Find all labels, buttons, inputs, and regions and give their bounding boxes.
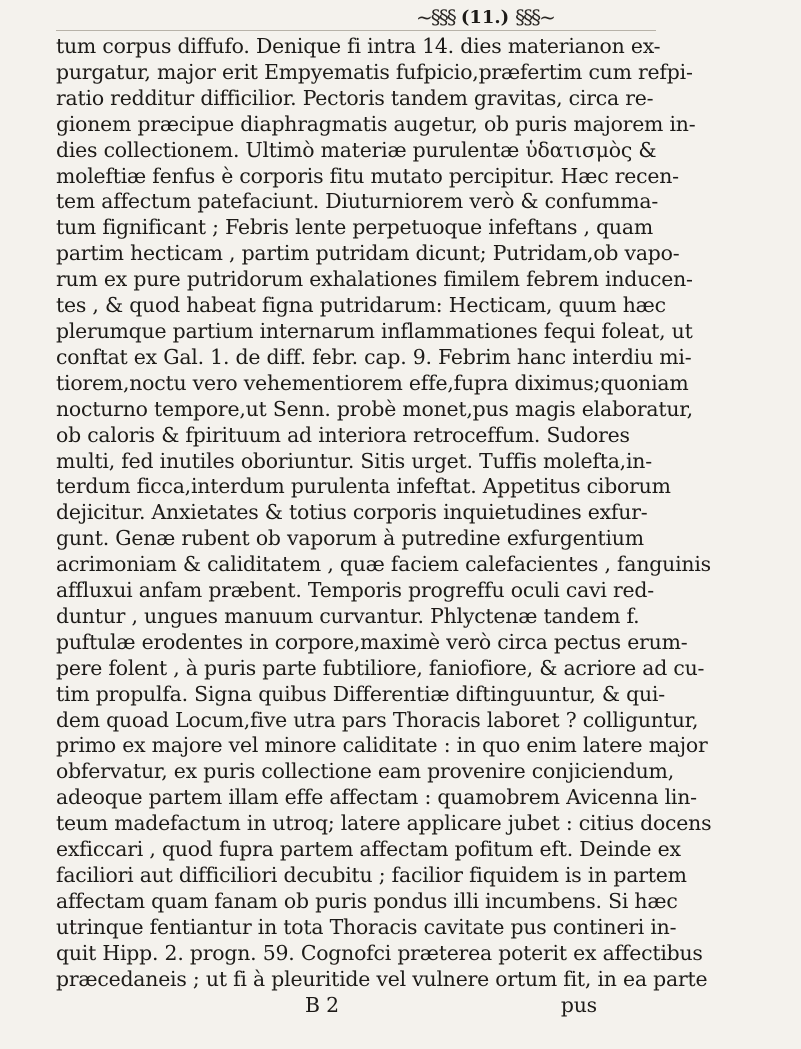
text-line: teum madefactum in utroq; latere applicare jubet : citius docens (56, 811, 712, 836)
page-footer (56, 993, 776, 1019)
text-line: dies collectionem. Ultimò materiæ purulentæ ὑδατισμὸς & (56, 137, 657, 162)
left-ornament: ~§§§ (416, 5, 455, 29)
text-line: primo ex majore vel minore caliditate : in quo enim latere major (56, 733, 708, 758)
text-line: affluxui anfam præbent. Temporis progreffu oculi cavi red- (56, 578, 654, 603)
text-line: partim hecticam , partim putridam dicunt; Putridam,ob vapo- (56, 241, 680, 266)
text-line: rum ex pure putridorum exhalationes fimilem febrem inducen- (56, 267, 693, 292)
text-line: dejicitur. Anxietates & totius corporis inquietudines exfur- (56, 500, 648, 525)
text-line: acrimoniam & caliditatem , quæ faciem calefacientes , fanguinis (56, 552, 711, 577)
right-ornament: §§§~ (515, 5, 554, 29)
text-line: quit Hipp. 2. progn. 59. Cognofci præterea poterit ex affectibus (56, 940, 703, 965)
text-line: obfervatur, ex puris collectione eam provenire conjiciendum, (56, 759, 674, 784)
text-line: plerumque partium internarum inflammationes fequi foleat, ut (56, 318, 693, 343)
text-line: gunt. Genæ rubent ob vaporum à putredine exfurgentium (56, 526, 644, 551)
body-text (56, 34, 776, 1018)
text-line: ob caloris & fpirituum ad interiora retroceffum. Sudores (56, 422, 630, 447)
text-line: tem affectum patefaciunt. Diuturniorem verò & confumma- (56, 189, 659, 214)
text-line: dem quoad Locum,five utra pars Thoracis laboret ? colliguntur, (56, 707, 699, 732)
signature-mark: B 2 (305, 992, 339, 1017)
page-header (390, 2, 580, 32)
text-line: affectam quam fanam ob puris pondus illi incumbens. Si hæc (56, 888, 678, 913)
text-line: gionem præcipue diaphragmatis augetur, ob puris majorem in- (56, 111, 696, 136)
page-number: (11.) (460, 6, 510, 28)
text-line: adeoque partem illam effe affectam : quamobrem Avicenna lin- (56, 785, 697, 810)
text-line: tum fignificant ; Febris lente perpetuoque infeftans , quam (56, 215, 653, 240)
text-line: purgatur, major erit Empyematis fufpicio,præfertim cum refpi- (56, 59, 693, 84)
text-line: exficcari , quod fupra partem affectam pofitum eft. Deinde ex (56, 837, 681, 862)
text-line: ratio redditur difficilior. Pectoris tandem gravitas, circa re- (56, 85, 654, 110)
text-line: tes , & quod habeat figna putridarum: Hecticam, quum hæc (56, 293, 666, 318)
text-line: terdum ficca,interdum purulenta infeftat. Appetitus ciborum (56, 474, 671, 499)
text-line: puftulæ erodentes in corpore,maximè verò circa pectus erum- (56, 629, 688, 654)
text-line: pere folent , à puris parte fubtiliore, faniofiore, & acriore ad cu- (56, 655, 705, 680)
text-line: tim propulfa. Signa quibus Differentiæ diftinguuntur, & qui- (56, 681, 665, 706)
text-line: multi, fed inutiles oboriuntur. Sitis urget. Tuffis molefta,in- (56, 448, 652, 473)
header-rule (56, 30, 656, 31)
text-line: tiorem,noctu vero vehementiorem effe,fupra diximus;quoniam (56, 370, 689, 395)
text-line: tum corpus diffufo. Denique fi intra 14. dies materianon ex- (56, 34, 661, 58)
text-line: præcedaneis ; ut fi à pleuritide vel vulnere ortum fit, in ea parte (56, 966, 708, 991)
text-line: conftat ex Gal. 1. de diff. febr. cap. 9. Febrim hanc interdiu mi- (56, 344, 692, 369)
text-line: utrinque fentiantur in tota Thoracis cavitate pus contineri in- (56, 914, 677, 939)
catchword: pus (560, 992, 597, 1017)
text-line: faciliori aut difficiliori decubitu ; facilior fiquidem is in partem (56, 863, 687, 887)
text-line: nocturno tempore,ut Senn. probè monet,pus magis elaboratur, (56, 396, 693, 421)
text-line: moleftiæ fenfus è corporis fitu mutato percipitur. Hæc recen- (56, 163, 679, 188)
text-line: duntur , ungues manuum curvantur. Phlyctenæ tandem f. (56, 603, 640, 628)
